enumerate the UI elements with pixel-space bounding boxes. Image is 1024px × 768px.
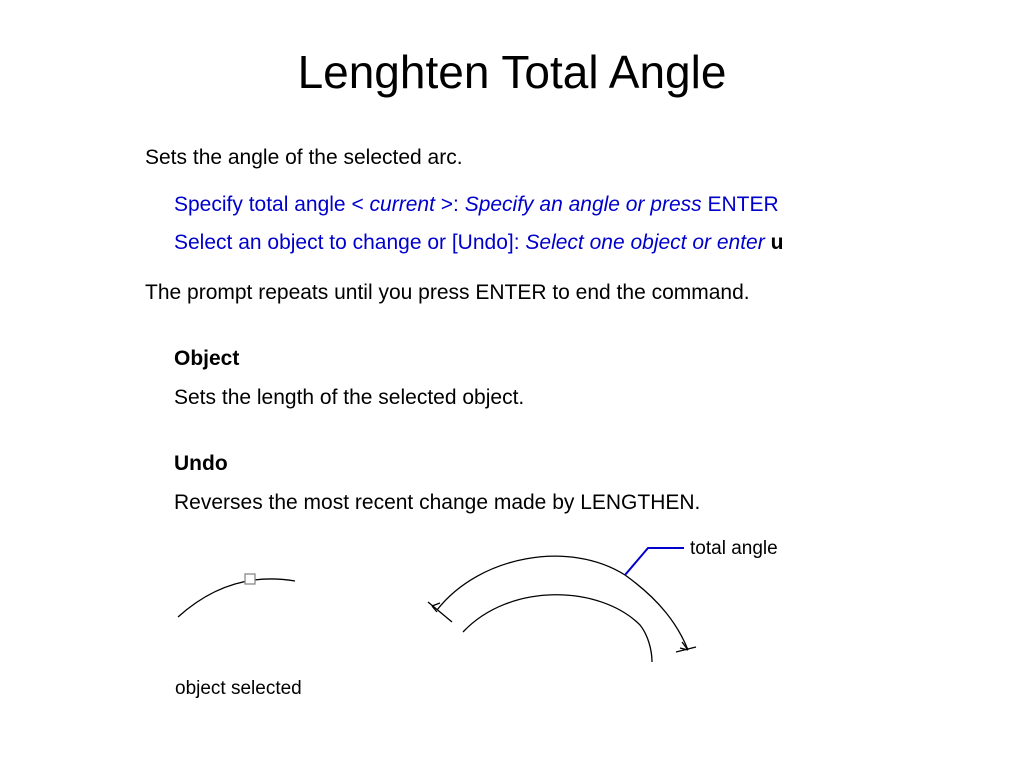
option-undo-desc: Reverses the most recent change made by LENGTHEN. [174,491,701,514]
intro-text: Sets the angle of the selected arc. [145,146,463,169]
leader-line [625,548,684,575]
prompt-1-action: Specify an angle or press [464,193,708,216]
total-angle-label: total angle [690,538,778,559]
prompt-2-text: Select an object to change or [Undo]: [174,231,526,254]
prompt-1-current: current [369,193,435,216]
option-object-heading: Object [174,347,240,370]
option-object-desc: Sets the length of the selected object. [174,386,525,409]
prompt-2-action: Select one object or enter [525,231,771,254]
prompt-1-text: Specify total angle < [174,193,370,216]
selection-grip [245,574,255,584]
prompt-1-suffix: >: [434,193,465,216]
start-tick [428,602,452,622]
inner-arc [463,595,652,662]
repeat-note: The prompt repeats until you press ENTER to end the command. [145,281,750,304]
slide-title: Lenghten Total Angle [297,46,727,98]
option-undo-heading: Undo [174,452,228,475]
prompt-1-key: ENTER [707,193,779,216]
outer-arc [437,556,688,650]
object-selected-caption: object selected [175,678,302,699]
prompt-2-key: u [770,231,784,254]
selected-arc [178,579,295,617]
